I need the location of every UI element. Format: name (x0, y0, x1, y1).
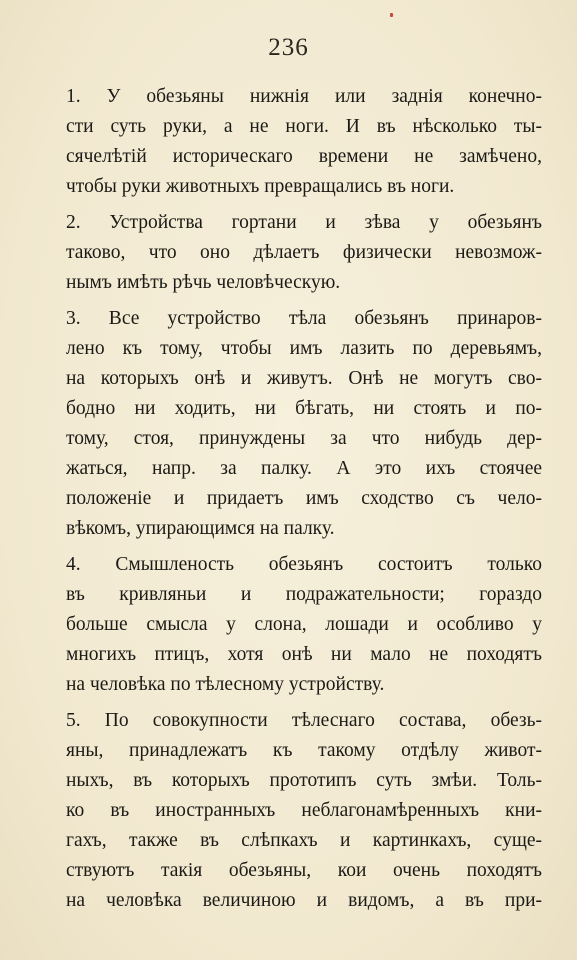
text-line: больше смысла у слона, лошади и особливо у (66, 614, 542, 635)
text-line: нымъ имѣть рѣчь человѣческую. (66, 272, 341, 293)
text-line: 2. Устройства гортани и зѣва у обезьянъ (66, 212, 542, 233)
text-line: 1. У обезьяны нижнія или заднія конечно- (66, 86, 542, 107)
text-line: тому, стоя, принуждены за что нибудь дер- (66, 428, 542, 449)
paragraph-5 (66, 706, 542, 916)
paragraph-3 (66, 304, 542, 544)
text-line: вѣкомъ, упирающимся на палку. (66, 518, 335, 539)
text-line: на которыхъ онѣ и живутъ. Онѣ не могутъ сво- (66, 368, 542, 389)
paragraph-1 (66, 82, 542, 202)
text-line: чтобы руки животныхъ превращались въ ноги. (66, 176, 455, 197)
text-line: ныхъ, въ которыхъ прототипъ суть змѣи. Толь- (66, 770, 542, 791)
text-line: 5. По совокупности тѣлеснаго состава, обезь- (66, 710, 542, 731)
body-text (66, 82, 542, 916)
ink-spot (390, 13, 393, 17)
text-line: въ кривляньи и подражательности; гораздо (66, 584, 542, 605)
text-line: 4. Смышленость обезьянъ состоитъ только (66, 554, 542, 575)
text-line: сячелѣтій историческаго времени не замѣчено, (66, 146, 542, 167)
text-line: ко въ иностранныхъ неблагонамѣренныхъ кни- (66, 800, 542, 821)
text-line: жаться, напр. за палку. А это ихъ стоячее (66, 458, 542, 479)
text-line: сти суть руки, а не ноги. И въ нѣсколько ты- (66, 116, 542, 137)
page-number: 236 (268, 34, 309, 61)
text-line: гахъ, также въ слѣпкахъ и картинкахъ, суще- (66, 830, 542, 851)
text-line: ствуютъ такія обезьяны, кои очень походятъ (66, 860, 542, 881)
text-line: на человѣка по тѣлесному устройству. (66, 674, 385, 695)
text-line: 3. Все устройство тѣла обезьянъ принаров- (66, 308, 542, 329)
paragraph-4 (66, 550, 542, 700)
paragraph-2 (66, 208, 542, 298)
text-line: многихъ птицъ, хотя онѣ ни мало не походятъ (66, 644, 542, 665)
text-line: бодно ни ходить, ни бѣгать, ни стоять и по- (66, 398, 542, 419)
text-line: таково, что оно дѣлаетъ физически невозмож- (66, 242, 542, 263)
text-line: яны, принадлежатъ къ такому отдѣлу живот- (66, 740, 542, 761)
text-line: положеніе и придаетъ имъ сходство съ чело- (66, 488, 542, 509)
text-line: лено къ тому, чтобы имъ лазить по деревьямъ, (66, 338, 542, 359)
text-line: на человѣка величиною и видомъ, а въ при- (66, 890, 542, 911)
